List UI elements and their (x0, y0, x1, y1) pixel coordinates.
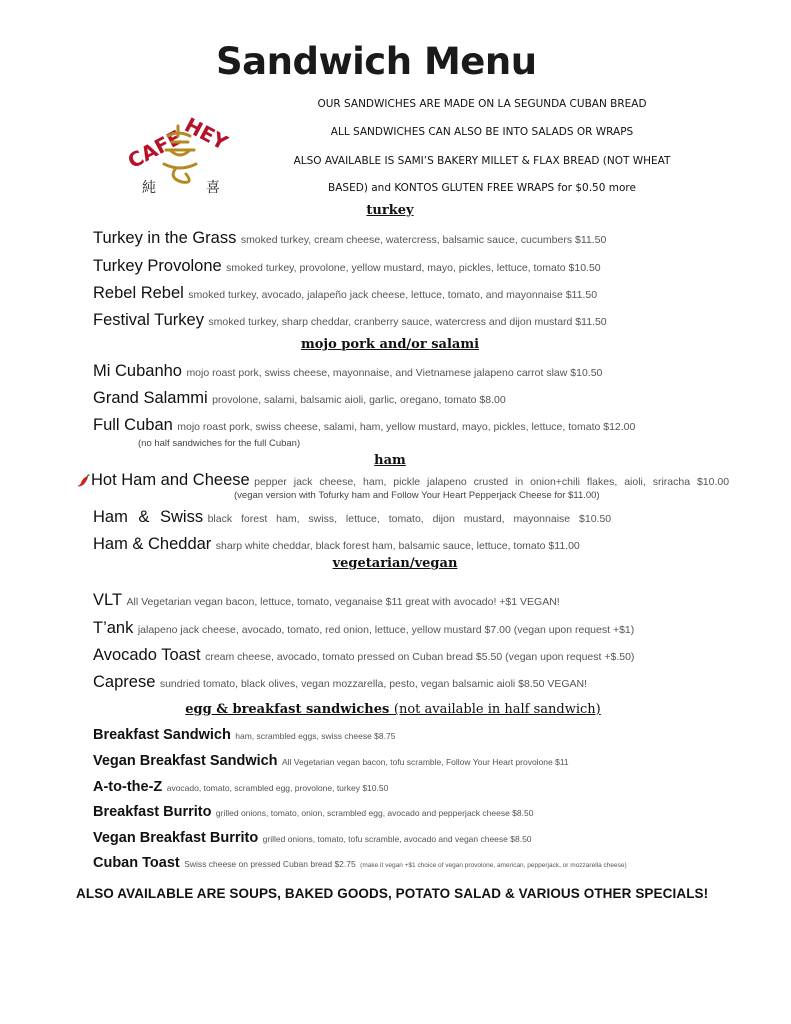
item-name: Full Cuban (93, 416, 173, 434)
menu-item (93, 778, 388, 796)
menu-item (93, 535, 580, 554)
item-name: Ham & Swiss (93, 508, 204, 526)
svg-text:喜: 喜 (206, 180, 220, 196)
item-name: Ham & Cheddar (93, 535, 212, 553)
section-title-note: (not available in half sandwich) (393, 702, 601, 717)
menu-item (93, 803, 533, 821)
item-description: mojo roast pork, swiss cheese, salami, ham, yellow mustard, mayo, pickles, lettuce, tomato $12.00 (177, 421, 636, 433)
item-description: grilled onions, tomato, onion, scrambled egg, avocado and pepperjack cheese $8.50 (215, 808, 534, 818)
cafe-hey-logo (120, 106, 240, 196)
item-note: (no half sandwiches for the full Cuban) (138, 438, 301, 449)
page-title: Sandwich Menu (216, 40, 537, 83)
menu-item (93, 726, 395, 744)
menu-item (93, 229, 606, 248)
menu-item (93, 389, 506, 408)
item-description: smoked turkey, sharp cheddar, cranberry sauce, watercress and dijon mustard $11.50 (208, 316, 607, 328)
item-name: Turkey in the Grass (93, 229, 237, 247)
item-name: Mi Cubanho (93, 362, 182, 380)
item-description: black forest ham, swiss, lettuce, tomato, dijon mustard, mayonnaise $10.50 (207, 513, 612, 525)
item-name: VLT (93, 591, 123, 609)
item-description: ham, scrambled eggs, swiss cheese $8.75 (235, 731, 396, 741)
note-gluten-free: BASED) and KONTOS GLUTEN FREE WRAPS for $0.50 more (328, 182, 636, 194)
menu-item (93, 416, 635, 435)
item-name: Avocado Toast (93, 646, 201, 664)
item-name: Turkey Provolone (93, 257, 222, 275)
section-heading-mojo-pork: mojo pork and/or salami (300, 337, 480, 352)
item-name: Vegan Breakfast Sandwich (93, 753, 278, 769)
menu-item (93, 829, 532, 847)
item-description: smoked turkey, provolone, yellow mustard, mayo, pickles, lettuce, tomato $10.50 (226, 262, 601, 274)
item-name: Hot Ham and Cheese (91, 471, 250, 489)
section-heading-turkey: turkey (366, 203, 414, 218)
menu-item (93, 619, 634, 638)
menu-item (93, 854, 627, 872)
section-heading-breakfast (178, 702, 608, 717)
svg-text:HEY: HEY (180, 112, 232, 155)
item-name: Caprese (93, 673, 156, 691)
menu-item (93, 752, 569, 770)
item-description: sundried tomato, black olives, vegan mozzarella, pesto, vegan balsamic aioli $8.50 VEGAN! (159, 678, 588, 690)
note-salads-wraps: ALL SANDWICHES CAN ALSO BE INTO SALADS OR WRAPS (330, 126, 634, 138)
menu-item (93, 673, 587, 692)
item-name: Vegan Breakfast Burrito (93, 830, 259, 846)
item-description: All Vegetarian vegan bacon, lettuce, tomato, veganaise $11 great with avocado! +$1 VEGAN! (126, 596, 560, 608)
menu-item (93, 591, 560, 610)
logo-icon (120, 106, 240, 196)
item-description: sharp white cheddar, black forest ham, balsamic sauce, lettuce, tomato $11.00 (215, 540, 580, 552)
item-description: provolone, salami, balsamic aioli, garlic, oregano, tomato $8.00 (212, 394, 506, 406)
item-description: Swiss cheese on pressed Cuban bread $2.75 (184, 859, 356, 869)
item-name: Rebel Rebel (93, 284, 184, 302)
svg-text:CAFE: CAFE (123, 125, 186, 174)
menu-item (93, 257, 601, 276)
item-name: Festival Turkey (93, 311, 204, 329)
item-note: (make it vegan +$1 choice of vegan provolone, american, pepperjack, or mozzarella cheese) (360, 862, 627, 869)
item-description: mojo roast pork, swiss cheese, mayonnaise, and Vietnamese jalapeno carrot slaw $10.50 (186, 367, 603, 379)
item-name: Grand Salammi (93, 389, 208, 407)
menu-item (93, 508, 611, 527)
item-description: cream cheese, avocado, tomato pressed on Cuban bread $5.50 (vegan upon request +$.50) (205, 651, 635, 663)
item-description: smoked turkey, cream cheese, watercress, balsamic sauce, cucumbers $11.50 (240, 234, 607, 246)
item-name: Breakfast Sandwich (93, 727, 231, 743)
item-name: Breakfast Burrito (93, 804, 212, 820)
menu-item (76, 471, 729, 490)
section-heading-vegetarian-vegan: vegetarian/vegan (332, 556, 458, 571)
section-title: egg & breakfast sandwiches (185, 702, 390, 717)
item-description: jalapeno jack cheese, avocado, tomato, red onion, lettuce, yellow mustard $7.00 (vegan upon request +$1) (137, 624, 635, 636)
item-description: grilled onions, tomato, tofu scramble, avocado and vegan cheese $8.50 (262, 834, 532, 844)
item-name: Cuban Toast (93, 855, 180, 871)
item-name: A-to-the-Z (93, 779, 163, 795)
menu-item (93, 646, 634, 665)
note-cuban-bread: OUR SANDWICHES ARE MADE ON LA SEGUNDA CUBAN BREAD (317, 98, 647, 110)
note-millet-flax: ALSO AVAILABLE IS SAMI’S BAKERY MILLET & FLAX BREAD (NOT WHEAT (293, 155, 671, 167)
item-note: (vegan version with Tofurky ham and Follow Your Heart Pepperjack Cheese for $11.00) (234, 490, 600, 501)
item-description: All Vegetarian vegan bacon, tofu scramble, Follow Your Heart provolone $11 (282, 757, 569, 767)
item-description: smoked turkey, avocado, jalapeño jack cheese, lettuce, tomato, and mayonnaise $11.50 (188, 289, 598, 301)
item-description: avocado, tomato, scrambled egg, provolone, turkey $10.50 (166, 783, 389, 793)
item-description: pepper jack cheese, ham, pickle jalapeno crusted in onion+chili flakes, aioli, sriracha $10.00 (254, 476, 730, 488)
menu-item (93, 311, 607, 330)
chili-pepper-icon (76, 474, 90, 488)
svg-text:純: 純 (142, 180, 156, 196)
item-name: T’ank (93, 619, 134, 637)
section-heading-ham: ham (374, 453, 406, 468)
menu-item (93, 284, 597, 303)
footer-specials: ALSO AVAILABLE ARE SOUPS, BAKED GOODS, POTATO SALAD & VARIOUS OTHER SPECIALS! (76, 886, 709, 901)
menu-item (93, 362, 602, 381)
